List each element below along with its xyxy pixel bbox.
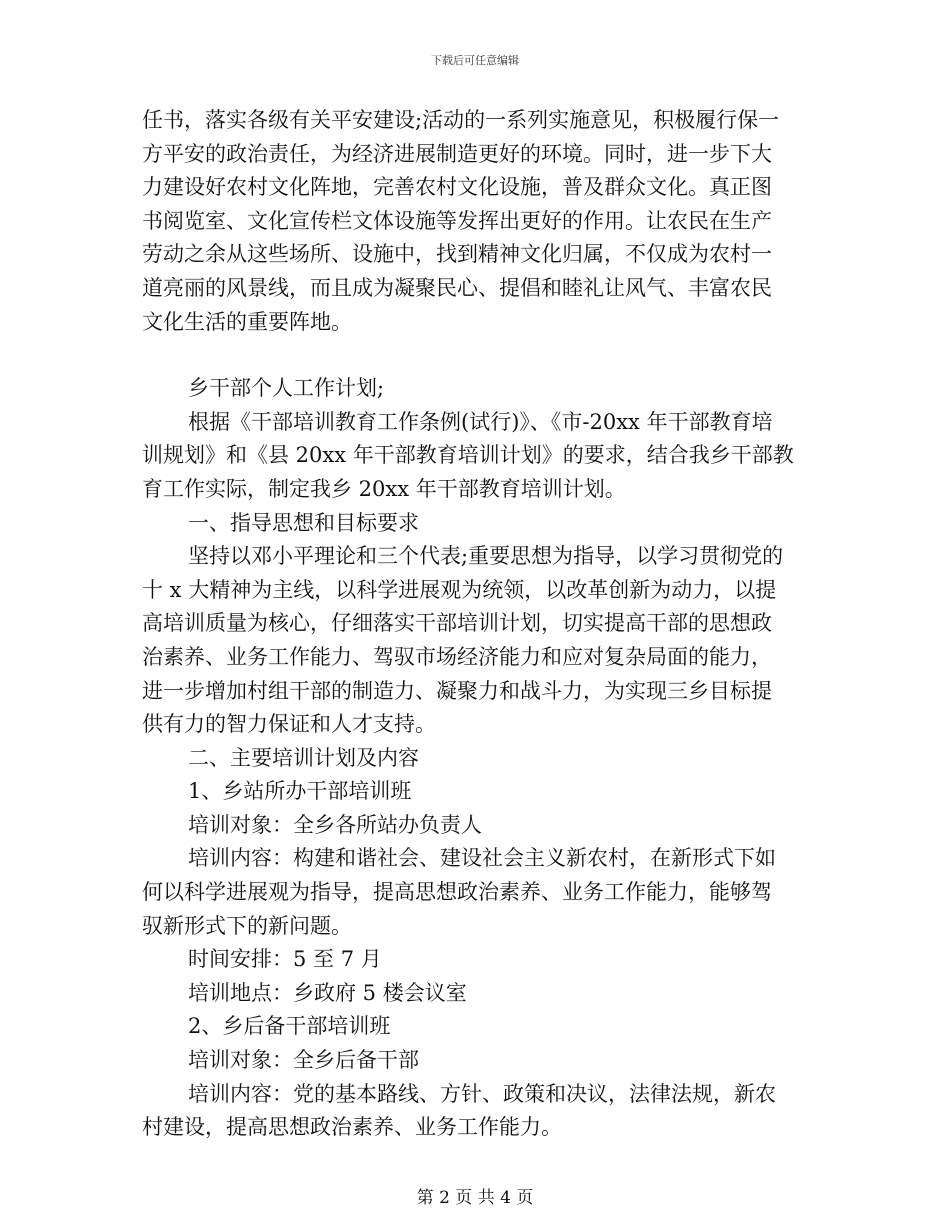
paragraph: [142, 842, 810, 943]
text-line: 任书，落实各级有关平安建设;活动的一系列实施意见，积极履行保一: [142, 108, 780, 132]
text-line: 力建设好农村文化阵地，完善农村文化设施，普及群众文化。真正图: [142, 175, 772, 200]
text-line: 1、乡站所办干部培训班: [188, 779, 412, 804]
text-line: 训规划》和《县 20xx 年干部教育培训计划》的要求，结合我乡干部教: [142, 443, 794, 468]
text-line: 高培训质量为核心，仔细落实干部培训计划，切实提高干部的思想政: [142, 611, 772, 636]
section-heading: [142, 742, 810, 776]
subsection-heading: [142, 775, 810, 809]
paragraph: [142, 809, 810, 843]
text-line: 2、乡后备干部培训班: [188, 1014, 391, 1039]
subsection-heading: [142, 1010, 810, 1044]
text-line: 方平安的政治责任，为经济进展制造更好的环境。同时，进一步下大: [142, 141, 772, 166]
paragraph: [142, 1078, 810, 1145]
section-title: [142, 372, 810, 406]
text-line: 道亮丽的风景线，而且成为凝聚民心、提倡和睦礼让风气、丰富农民: [142, 275, 772, 300]
text-line: 根据《干部培训教育工作条例(试行)》、《市-20xx 年干部教育培: [188, 409, 773, 434]
text-line: 乡干部个人工作计划;: [188, 376, 385, 401]
text-line: 育工作实际，制定我乡 20xx 年干部教育培训计划。: [142, 476, 626, 501]
text-line: 培训内容：党的基本路线、方针、政策和决议，法律法规，新农: [188, 1081, 776, 1106]
text-line: 培训地点：乡政府 5 楼会议室: [188, 980, 467, 1005]
paragraph: [142, 104, 810, 339]
paragraph: [142, 943, 810, 977]
paragraph: [142, 406, 810, 507]
text-line: 供有力的智力保证和人才支持。: [142, 712, 436, 737]
blank-gap: [142, 339, 810, 372]
section-heading: [142, 507, 810, 541]
text-line: 二、主要培训计划及内容: [188, 745, 419, 770]
text-line: 一、指导思想和目标要求: [188, 510, 419, 535]
paragraph: [142, 1044, 810, 1078]
text-line: 劳动之余从这些场所、设施中，找到精神文化归属，不仅成为农村一: [142, 242, 772, 267]
text-line: 十 x 大精神为主线，以科学进展观为统领，以改革创新为动力，以提: [142, 577, 777, 602]
text-line: 培训对象：全乡后备干部: [188, 1048, 419, 1073]
text-line: 何以科学进展观为指导，提高思想政治素养、业务工作能力，能够驾: [142, 880, 772, 905]
paragraph: [142, 540, 810, 742]
text-line: 书阅览室、文化宣传栏文体设施等发挥出更好的作用。让农民在生产: [142, 208, 772, 233]
paragraph: [142, 977, 810, 1011]
text-line: 培训对象：全乡各所站办负责人: [188, 812, 482, 837]
text-line: 文化生活的重要阵地。: [142, 309, 352, 334]
text-line: 驭新形式下的新问题。: [142, 913, 352, 938]
text-line: 村建设，提高思想政治素养、业务工作能力。: [142, 1115, 562, 1140]
page-header: 下载后可任意编辑: [431, 54, 519, 67]
text-line: 治素养、业务工作能力、驾驭市场经济能力和应对复杂局面的能力，: [142, 644, 772, 669]
text-line: 时间安排：5 至 7 月: [188, 947, 382, 972]
text-line: 培训内容：构建和谐社会、建设社会主义新农村，在新形式下如: [188, 846, 776, 871]
text-line: 进一步增加村组干部的制造力、凝聚力和战斗力，为实现三乡目标提: [142, 678, 772, 703]
text-line: 坚持以邓小平理论和三个代表;重要思想为指导，以学习贯彻党的: [188, 544, 784, 569]
document-body: [142, 104, 810, 1145]
page-number: 第 2 页 共 4 页: [416, 1188, 534, 1208]
